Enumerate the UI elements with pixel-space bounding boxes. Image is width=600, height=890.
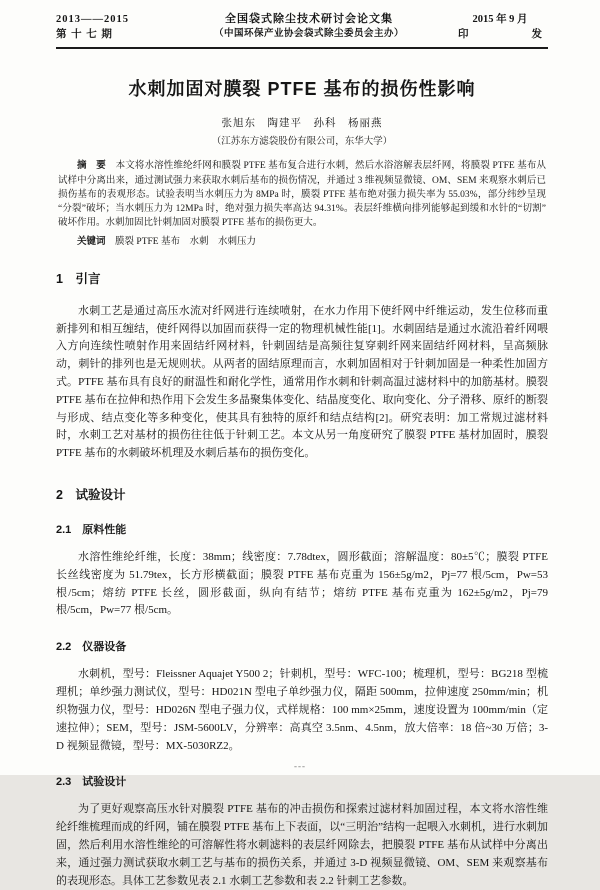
keywords-label: 关键词: [77, 235, 106, 247]
section-heading-experiment-design: 2 试验设计: [56, 488, 126, 502]
organizer: （中国环保产业协会袋式除尘委员会主办）: [213, 28, 404, 39]
abstract-label: 摘 要: [77, 160, 106, 172]
proceedings-title: 全国袋式除尘技术研讨会论文集: [225, 13, 393, 25]
instruments-paragraph: 水刺机，型号：Fleissner Aquajet Y500 2；针刺机，型号：WFC-100；梳理机，型号：BG218 型梳理机；单纱强力测试仪，型号：HD021N 型电子单纱强力仪，隔距 500mm，拉伸速度 250mm/min；机织物强力仪，型号：HD026N 型电子强力仪，式样规格：100 mm×25mm，速度设置为 100mm/min（定速拉伸）；SEM，型号：JSM-5600LV，分辨率：高真空 3.5nm、4.5nm，放大倍率：18 倍~30 万倍；3-D 视频显微镜，型号：MX-5030RZ2。: [56, 668, 548, 752]
page-title: 水刺加固对膜裂 PTFE 基布的损伤性影响: [128, 79, 476, 100]
affiliation: （江苏东方滤袋股份有限公司，东华大学）: [211, 137, 393, 148]
publish-date: 2015 年 9 月: [472, 14, 528, 25]
introduction-paragraph: 水刺工艺是通过高压水流对纤网进行连续喷射，在水力作用下使纤网中纤维运动，发生位移而重新排列和相互缠结，使纤网得以加固而获得一定的物理机械性能[1]。水刺固结是通过水流沿着纤网喂入方向连续性喷射作用来固结纤网材料，针刺固结是高频往复穿刺纤网来固结纤网材料，呈高频脉动，刺针的排列也是无规则状。从两者的固结原理而言，水刺加固相对于针刺加固是一种柔性加固方式。PTFE 基布具有良好的耐温性和耐化学性，通常用作水刺和针刺高温过滤材料中的加筋基材。膜裂 PTFE 基布在拉伸和热作用下会发生多晶聚集体变化、结晶度变化、取向变化、分子滑移、原纤的断裂与形成、结点变化等多种变化，使其具有独特的原纤和结点结构[2]。研究表明：加工常规过滤材料时，水刺工艺对基材的损伤往往低于针刺工艺。本文从另一角度研究了膜裂 PTFE 基材加固时，膜裂 PTFE 基布的水刺破坏机理及水刺后基布的损伤变化。: [56, 304, 548, 460]
raw-materials-paragraph: 水溶性维纶纤维，长度：38mm；线密度：7.78dtex，圆形截面；溶解温度：80±5℃；膜裂 PTFE 长丝线密度为 51.79tex，长方形横截面；膜裂 PTFE 基布克重为 156±5g/m2，Pj=77 根/5cm，Pw=53 根/5cm；熔纺 PTFE 长丝，圆形截面，纵向有结节；熔纺 PTFE 基布克重为 162±5g/m2，Pj=79 根/5cm，Pw=77 根/5cm。: [56, 551, 548, 617]
subsection-heading-raw-materials: 2.1 原料性能: [56, 524, 127, 536]
header-left: [56, 12, 166, 42]
print-issue-line: [452, 27, 548, 42]
journal-header: [56, 12, 548, 49]
header-center: [166, 12, 452, 42]
authors: 张旭东 陶建平 孙科 杨丽燕: [221, 118, 383, 130]
print-char: 印: [458, 29, 469, 41]
page-bottom-mark: ---: [294, 761, 306, 771]
section-heading-introduction: 1 引言: [56, 271, 101, 286]
keywords-line: [58, 233, 546, 247]
subsection-heading-test-design: 2.3 试验设计: [56, 776, 127, 789]
issue-number: 第 十 七 期: [56, 29, 113, 41]
issue-char: 发: [531, 29, 542, 41]
subsection-heading-instruments: 2.2 仪器设备: [56, 641, 127, 654]
keywords-text: 膜裂 PTFE 基布 水刺 水刺压力: [115, 236, 256, 247]
abstract-paragraph: [58, 159, 546, 230]
volume-years: 2013——2015: [56, 14, 129, 25]
header-right: [452, 12, 548, 42]
test-design-paragraph: 为了更好观察高压水针对膜裂 PTFE 基布的冲击损伤和探索过滤材料加固过程，本文将水溶性维纶纤维梳理而成的纤网，铺在膜裂 PTFE 基布上下表面，以“三明治”结构一起喂入水刺机，进行水刺加固，然后利用水溶性维纶的可溶解性将水刺滤料的表层纤网除去，把膜裂 PTFE 基布从试样中分离出来，通过强力测试获取水刺工艺与基布的损伤关系，并通过 3-D 视频显微镜、OM、SEM 来观察基布的表现形态。具体工艺参数见表 2.1 水刺工艺参数和表 2.2 针刺工艺参数。: [56, 803, 548, 887]
abstract-text: 本文将水溶性维纶纤网和膜裂 PTFE 基布复合进行水刺，然后水浴溶解表层纤网，将膜裂 PTFE 基布从试样中分离出来，通过测试强力来获取水刺后基布的损伤情况，并通过 3 维视频显微镜、OM、SEM 来观察水刺后已损伤基布的表观形态。试验表明当水刺压力为 8MPa 时，膜裂 PTFE 基布绝对强力损失率为 55.03%，部分纬纱呈现“分裂”破坏；当水刺压力为 12MPa 时，绝对强力损失率高达 94.31%。表层纤维横向排列能够起到缓和水针的“切割”破坏作用。水刺加固比针刺加固对膜裂 PTFE 基布的损伤更大。: [58, 161, 546, 229]
